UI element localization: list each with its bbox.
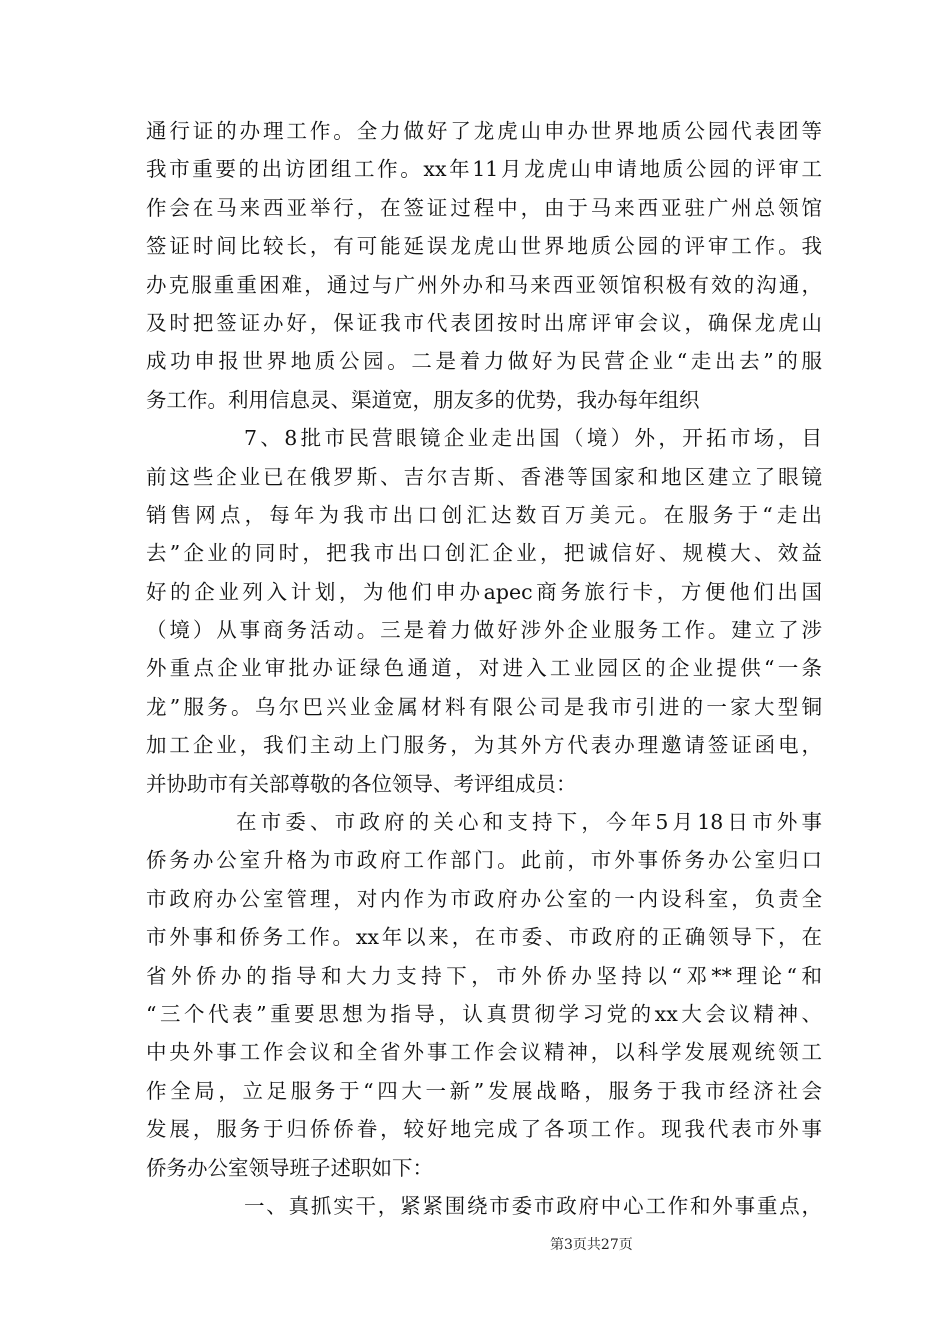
text-line: 成功申报世界地质公园。二是着力做好为民营企业“走出去”的服 xyxy=(146,349,822,374)
text-line: 务工作。利用信息灵、渠道宽，朋友多的优势，我办每年组织 xyxy=(146,387,700,412)
text-line: 外重点企业审批办证绿色通道，对进入工业园区的企业提供“一条 xyxy=(146,656,822,681)
text-line: 中央外事工作会议和全省外事工作会议精神，以科学发展观统领工 xyxy=(146,1040,822,1065)
text-line: 作会在马来西亚举行，在签证过程中，由于马来西亚驻广州总领馆 xyxy=(146,195,822,220)
text-line: 去”企业的同时，把我市出口创汇企业，把诚信好、规模大、效益 xyxy=(146,541,822,566)
text-line: 及时把签证办好，保证我市代表团按时出席评审会议，确保龙虎山 xyxy=(146,310,822,335)
text-line: 办克服重重困难，通过与广州外办和马来西亚领馆积极有效的沟通， xyxy=(146,272,822,297)
text-line: 省外侨办的指导和大力支持下，市外侨办坚持以“邓**理论“和 xyxy=(146,963,822,988)
text-line: 签证时间比较长，有可能延误龙虎山世界地质公园的评审工作。我 xyxy=(146,234,822,259)
text-line: 侨务办公室升格为市政府工作部门。此前，市外事侨务办公室归口 xyxy=(146,848,822,873)
text-line: 作全局，立足服务于“四大一新”发展战略，服务于我市经济社会 xyxy=(146,1078,822,1103)
section-heading-line: 一、真抓实干，紧紧围绕市委市政府中心工作和外事重点， xyxy=(244,1193,822,1218)
text-line: 加工企业，我们主动上门服务，为其外方代表办理邀请签证函电， xyxy=(146,733,822,758)
text-line: 好的企业列入计划，为他们申办apec商务旅行卡，方便他们出国 xyxy=(146,579,822,604)
text-line: 通行证的办理工作。全力做好了龙虎山申办世界地质公园代表团等 xyxy=(146,119,822,143)
text-line: 侨务办公室领导班子述职如下： xyxy=(146,1155,433,1180)
text-line: 前这些企业已在俄罗斯、吉尔吉斯、香港等国家和地区建立了眼镜 xyxy=(146,464,822,489)
text-line: 并协助市有关部尊敬的各位领导、考评组成员： xyxy=(146,771,577,796)
text-line: 发展，服务于归侨侨眷，较好地完成了各项工作。现我代表市外事 xyxy=(146,1117,822,1142)
text-line: 市外事和侨务工作。xx年以来，在市委、市政府的正确领导下，在 xyxy=(146,925,822,950)
paragraph-first-line: 7、8批市民营眼镜企业走出国（境）外，开拓市场，目 xyxy=(244,426,822,451)
document-body xyxy=(146,112,822,1225)
page-number: 第3页共27页 xyxy=(550,1237,633,1253)
text-line: 我市重要的出访团组工作。xx年11月龙虎山申请地质公园的评审工 xyxy=(146,157,822,182)
text-line: “三个代表”重要思想为指导，认真贯彻学习党的xx大会议精神、 xyxy=(146,1001,822,1026)
text-line: 销售网点，每年为我市出口创汇达数百万美元。在服务于“走出 xyxy=(146,502,822,527)
paragraph-first-line: 在市委、市政府的关心和支持下，今年5月18日市外事 xyxy=(236,810,822,835)
text-line: 龙”服务。乌尔巴兴业金属材料有限公司是我市引进的一家大型铜 xyxy=(146,694,822,719)
text-line: （境）从事商务活动。三是着力做好涉外企业服务工作。建立了涉 xyxy=(146,618,822,643)
text-line: 市政府办公室管理，对内作为市政府办公室的一内设科室，负责全 xyxy=(146,886,822,911)
